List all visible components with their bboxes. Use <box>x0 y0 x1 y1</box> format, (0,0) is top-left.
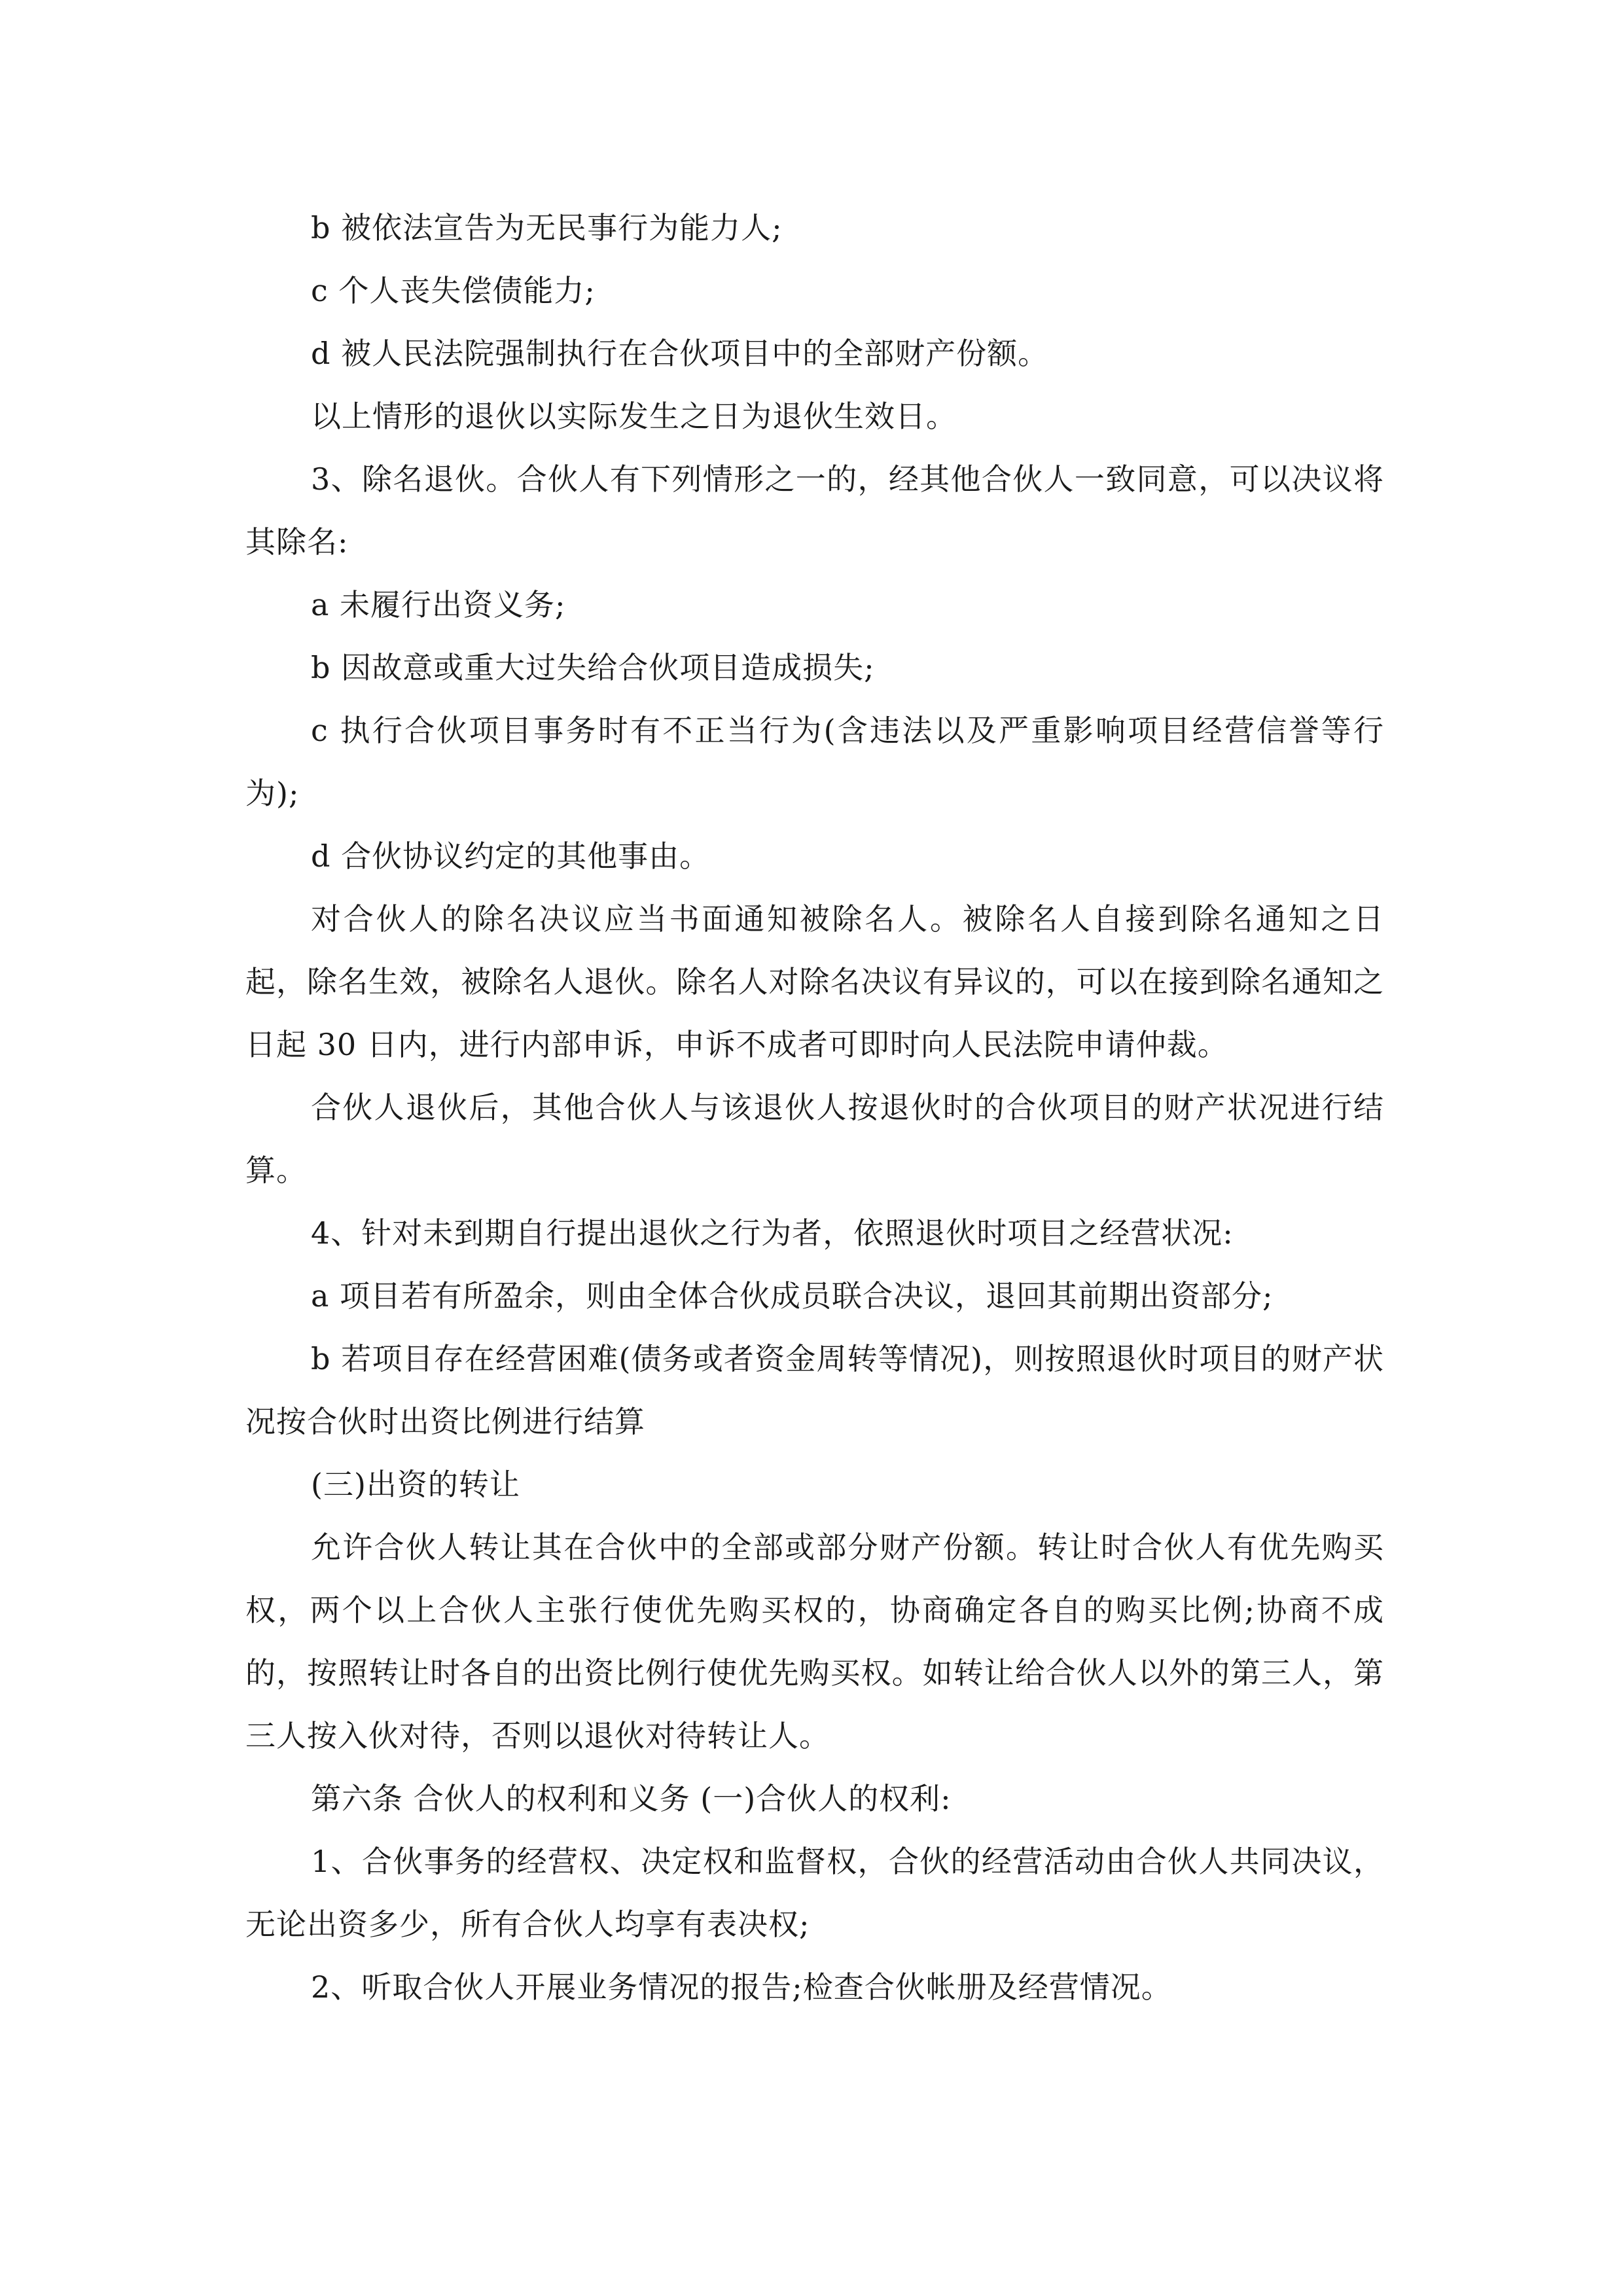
paragraph-item-c-insolvency: c 个人丧失偿债能力; <box>311 273 596 308</box>
paragraph-item-d-enforcement: d 被人民法院强制执行在合伙项目中的全部财产份额。 <box>311 336 1049 371</box>
paragraph-effective-date: 以上情形的退伙以实际发生之日为退伙生效日。 <box>311 399 957 434</box>
document-body <box>245 196 1384 2018</box>
paragraph-expulsion-b: b 因故意或重大过失给合伙项目造成损失; <box>311 650 875 685</box>
paragraph-early-withdrawal-b: b 若项目存在经营困难(债务或者资金周转等情况)，则按照退伙时项目的财产状况按合伙时出资比例进行结算 <box>245 1341 1384 1439</box>
paragraph-expulsion-d: d 合伙协议约定的其他事由。 <box>311 838 711 874</box>
paragraph-item-b-incapacity: b 被依法宣告为无民事行为能力人; <box>311 210 783 245</box>
section-heading-transfer: (三)出资的转让 <box>311 1467 520 1502</box>
paragraph-expulsion-a: a 未履行出资义务; <box>311 587 566 622</box>
paragraph-right-2: 2、听取合伙人开展业务情况的报告;检查合伙帐册及经营情况。 <box>311 1969 1172 2005</box>
paragraph-expulsion-c: c 执行合伙项目事务时有不正当行为(含违法以及严重影响项目经营信誉等行为); <box>245 713 1384 811</box>
paragraph-settlement: 合伙人退伙后，其他合伙人与该退伙人按退伙时的合伙项目的财产状况进行结算。 <box>245 1090 1384 1188</box>
paragraph-early-withdrawal: 4、针对未到期自行提出退伙之行为者，依照退伙时项目之经营状况: <box>311 1215 1234 1251</box>
paragraph-early-withdrawal-a: a 项目若有所盈余，则由全体合伙成员联合决议，退回其前期出资部分; <box>311 1278 1274 1314</box>
paragraph-expulsion-notice: 对合伙人的除名决议应当书面通知被除名人。被除名人自接到除名通知之日起，除名生效，被除名人退伙。除名人对除名决议有异议的，可以在接到除名通知之日起 30 日内，进行内部申诉，申诉不成者可即时向人民法院申请仲裁。 <box>245 901 1384 1062</box>
paragraph-transfer: 允许合伙人转让其在合伙中的全部或部分财产份额。转让时合伙人有优先购买权，两个以上合伙人主张行使优先购买权的，协商确定各自的购买比例;协商不成的，按照转让时各自的出资比例行使优先购买权。如转让给合伙人以外的第三人，第三人按入伙对待，否则以退伙对待转让人。 <box>245 1530 1384 1753</box>
paragraph-right-1: 1、合伙事务的经营权、决定权和监督权，合伙的经营活动由合伙人共同决议，无论出资多少，所有合伙人均享有表决权; <box>245 1844 1384 1942</box>
article-heading-rights: 第六条 合伙人的权利和义务 (一)合伙人的权利: <box>311 1781 952 1816</box>
paragraph-expulsion: 3、除名退伙。合伙人有下列情形之一的，经其他合伙人一致同意，可以决议将其除名: <box>245 461 1384 560</box>
